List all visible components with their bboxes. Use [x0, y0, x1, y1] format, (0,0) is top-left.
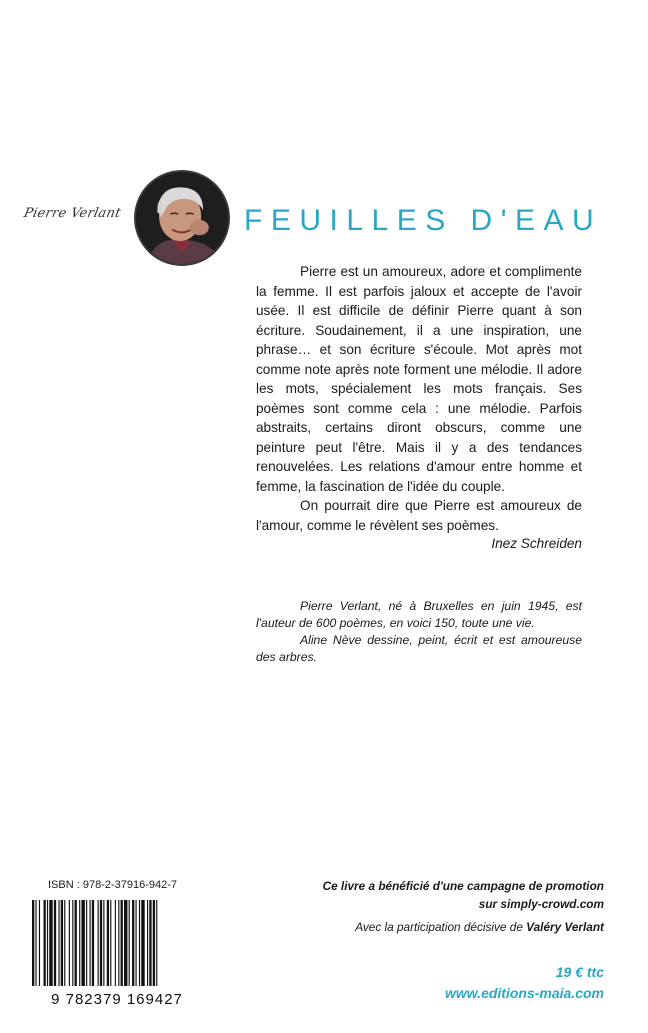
- barcode-bar: [156, 900, 157, 986]
- barcode-bar: [136, 900, 137, 986]
- barcode-bar: [61, 900, 63, 986]
- barcode-bar: [132, 900, 134, 986]
- barcode-bar: [153, 900, 155, 986]
- author-portrait: [134, 170, 230, 266]
- barcode-icon: [28, 898, 206, 1008]
- participation-prefix: Avec la participation décisive de: [355, 920, 523, 934]
- barcode-bar: [139, 900, 140, 986]
- blurb-text: [256, 262, 582, 535]
- barcode-bar: [149, 900, 151, 986]
- bio-paragraph: Pierre Verlant, né à Bruxelles en juin 1945, est l'auteur de 600 poèmes, en voici 150, toute une vie.: [256, 599, 582, 630]
- barcode-bar: [90, 900, 91, 986]
- barcode-bar: [72, 900, 73, 986]
- barcode-bar: [115, 900, 116, 986]
- barcode-bar: [69, 900, 70, 986]
- barcode-bar: [32, 900, 34, 986]
- barcode-bar: [121, 900, 123, 986]
- isbn-label: ISBN : 978-2-37916-942-7: [48, 879, 178, 891]
- publisher-website[interactable]: www.editions-maia.com: [445, 985, 604, 1001]
- barcode-bar: [124, 900, 127, 986]
- barcode-bar: [75, 900, 77, 986]
- bio-paragraph: Aline Nève dessine, peint, écrit et est amoureuse des arbres.: [256, 633, 582, 664]
- barcode-bar: [54, 900, 56, 986]
- blurb-paragraph: Pierre est un amoureux, adore et complimente la femme. Il est parfois jaloux et accepte de l'avoir usée. Il est difficile de définir Pierre quant à son écriture. Soudainement, il a une inspiration, une phrase… et son écriture s'écoule. Mot après mot comme note après note forment une mélodie. Il adore les mots, spécialement les mots français. Ses poèmes sont comme cela : une mélodie. Parfois abstraits, certains diront obscurs, comme une peinture peut l'être. Mais il y a des tendances renouvelées. Les relations d'amour entre homme et femme, la fascination de l'idée du couple.: [256, 264, 582, 494]
- barcode-bar: [103, 900, 104, 986]
- barcode: [28, 898, 206, 1008]
- bio-text: [256, 598, 582, 666]
- barcode-bar: [44, 900, 46, 986]
- barcode-bar: [49, 900, 52, 986]
- blurb-paragraph: On pourrait dire que Pierre est amoureux de l'amour, comme le révèlent ses poèmes.: [256, 498, 582, 533]
- barcode-bar: [35, 900, 36, 986]
- barcode-bar: [129, 900, 130, 986]
- barcode-bar: [79, 900, 80, 986]
- barcode-bar: [118, 900, 119, 986]
- book-title: FEUILLES D'EAU: [244, 204, 603, 237]
- barcode-bar: [107, 900, 109, 986]
- barcode-bar: [64, 900, 65, 986]
- barcode-bar: [47, 900, 48, 986]
- barcode-bar: [39, 900, 40, 986]
- author-signature: Pierre Verlant: [22, 206, 123, 221]
- promo-line: Ce livre a bénéficié d'une campagne de promotion: [322, 879, 604, 893]
- portrait-icon: [136, 172, 228, 264]
- participation-note: [204, 920, 604, 934]
- blurb-author: Inez Schreiden: [491, 536, 582, 551]
- barcode-bar: [92, 900, 94, 986]
- barcode-bar: [81, 900, 84, 986]
- barcode-number: 9 782379 169427: [51, 991, 183, 1008]
- barcode-bar: [58, 900, 59, 986]
- barcode-bar: [141, 900, 144, 986]
- barcode-bar: [86, 900, 87, 986]
- barcode-bar: [147, 900, 148, 986]
- barcode-bar: [110, 900, 111, 986]
- promo-note: [244, 877, 604, 913]
- participation-name: Valéry Verlant: [526, 920, 604, 934]
- barcode-bar: [98, 900, 99, 986]
- barcode-bar: [100, 900, 102, 986]
- price-label: 19 € ttc: [555, 964, 604, 980]
- promo-line: sur simply-crowd.com: [478, 897, 604, 911]
